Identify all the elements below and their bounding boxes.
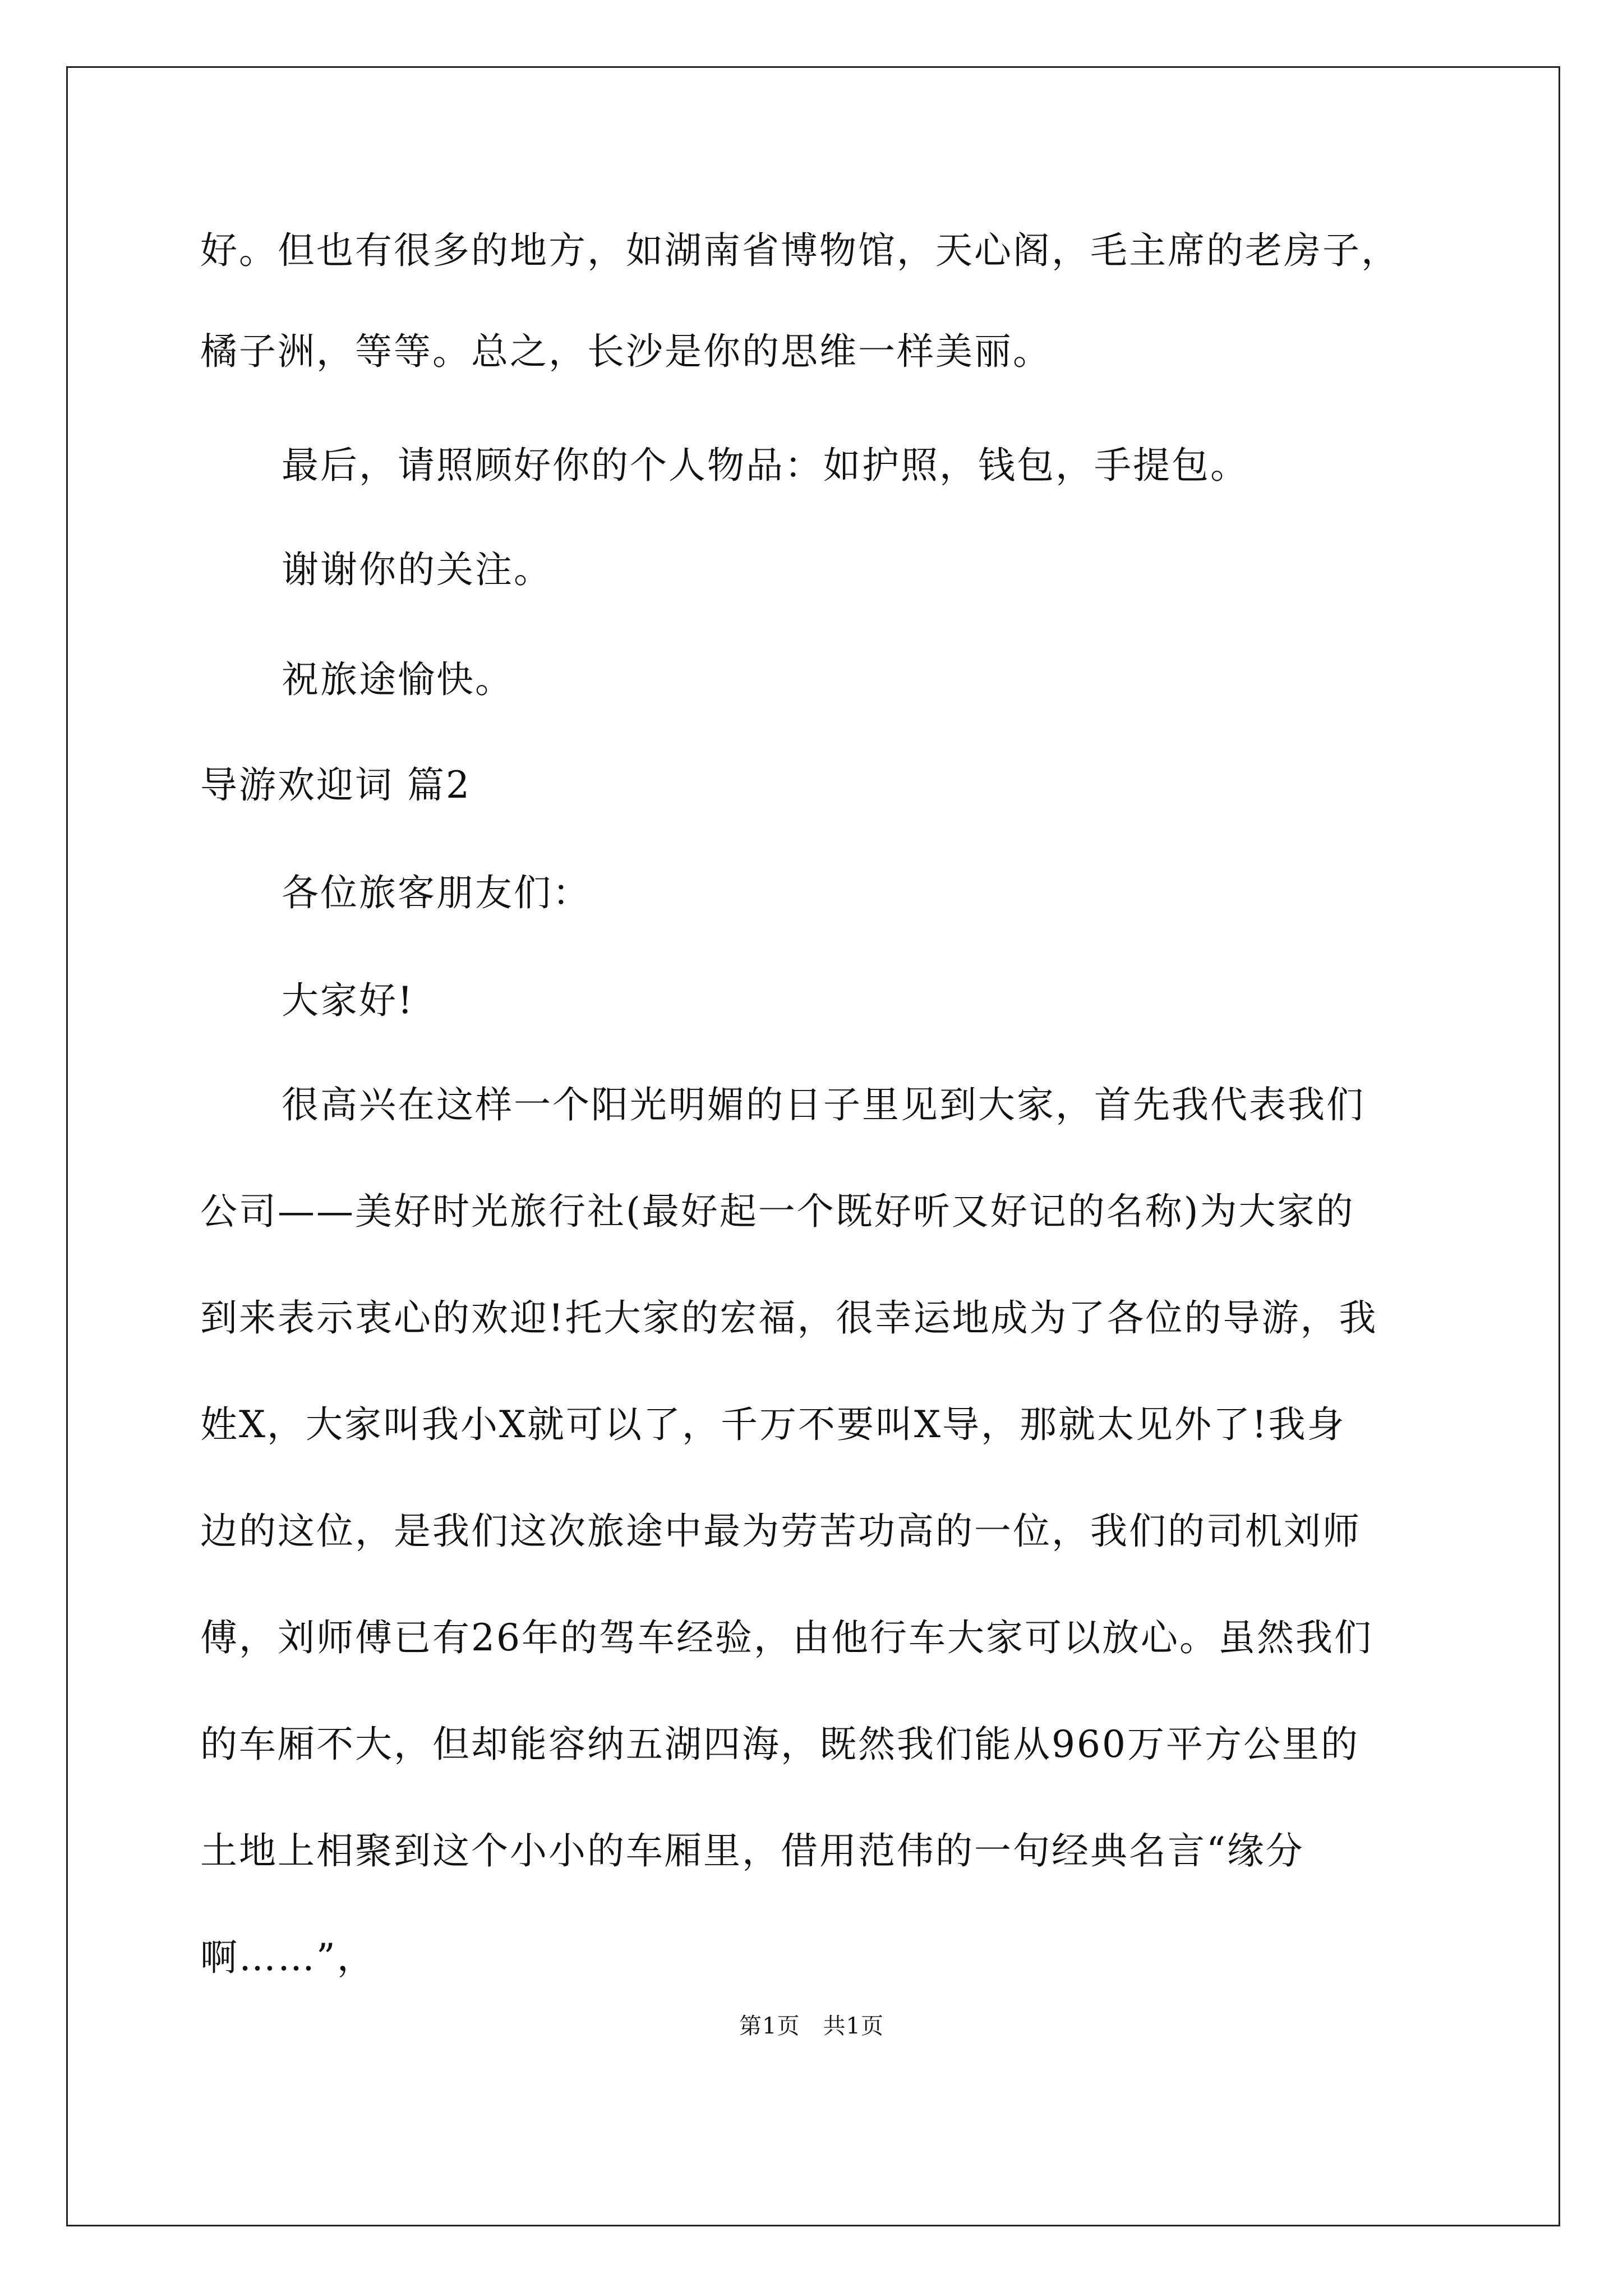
text-line: 傅，刘师傅已有26年的驾车经验，由他行车大家可以放心。虽然我们 — [200, 1616, 1373, 1659]
text-line: 最后，请照顾好你的个人物品：如护照，钱包，手提包。 — [282, 444, 1249, 487]
section-heading: 导游欢迎词 篇2 — [200, 763, 471, 807]
greeting-line: 各位旅客朋友们： — [282, 871, 591, 914]
text-line: 土地上相聚到这个小小的车厢里，借用范伟的一句经典名言“缘分 — [200, 1829, 1304, 1872]
text-line: 到来表示衷心的欢迎!托大家的宏福，很幸运地成为了各位的导游，我 — [200, 1296, 1378, 1340]
text-line: 姓X，大家叫我小X就可以了，千万不要叫X导，那就太见外了!我身 — [200, 1403, 1346, 1446]
page-number-footer: 第1页 共1页 — [739, 2013, 884, 2039]
greeting-line: 大家好! — [282, 979, 414, 1022]
text-line: 橘子洲，等等。总之，长沙是你的思维一样美丽。 — [200, 330, 1052, 373]
page-border — [66, 66, 1560, 2226]
text-line: 公司——美好时光旅行社(最好起一个既好听又好记的名称)为大家的 — [200, 1190, 1355, 1233]
text-line: 边的这位，是我们这次旅途中最为劳苦功高的一位，我们的司机刘师 — [200, 1510, 1361, 1553]
text-line: 啊……”， — [200, 1936, 376, 1979]
text-line: 祝旅途愉快。 — [282, 658, 514, 701]
text-line: 谢谢你的关注。 — [282, 548, 552, 591]
text-line: 的车厢不大，但却能容纳五湖四海，既然我们能从960万平方公里的 — [200, 1723, 1359, 1766]
text-line: 好。但也有很多的地方，如湖南省博物馆，天心阁，毛主席的老房子， — [200, 229, 1400, 272]
text-line: 很高兴在这样一个阳光明媚的日子里见到大家，首先我代表我们 — [282, 1083, 1365, 1126]
